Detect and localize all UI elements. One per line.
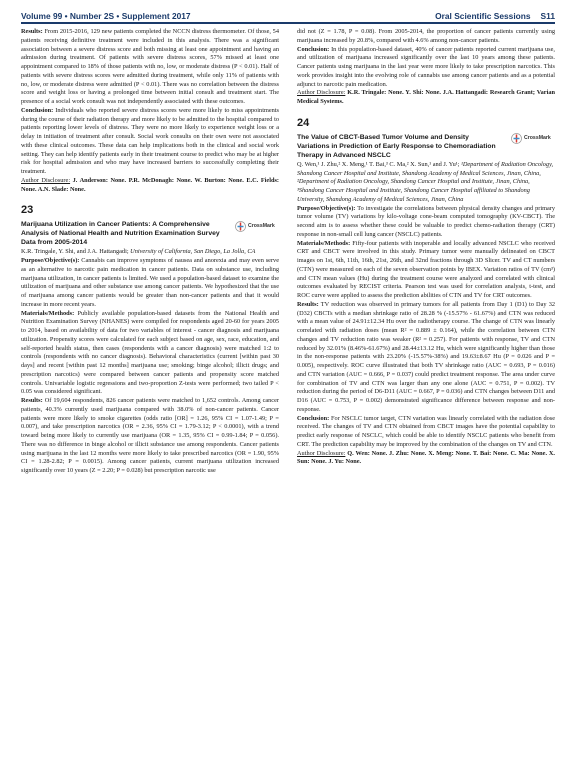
abstract-23-methods: Materials/Methods: Publicly available population-based datasets from the National Health and Nutrition Examination Survey (NHANES) were compiled for respondents aged 20-60 for years 2005 to 2014, based on availability of data for two variables of interest - cancer diagnosis and marijuana utilization. Propensity scores were calculated for each subject based on age, sex, race, education, and self-reported health status, then cases (respondents with a cancer diagnosis) were matched 1:2 to controls (respondents with no cancer diagnosis). Behavioral characteristics (current [within past 30 days] and recent [within past 12 months] marijuana use; smoking; binge alcohol; illicit drugs; and prescription narcotics) were compared between cancer patients and propensity score matched controls. Univariable logistic regressions and two-proportion Z-tests were performed; two tailed P < 0.05 was considered significant. xyxy=(21,309,279,396)
crossmark-icon xyxy=(235,221,246,232)
abstract-24-header xyxy=(297,133,555,160)
header-rule xyxy=(21,22,555,24)
abstract-24-methods: Materials/Methods: Fifty-four patients with inoperable and locally advanced NSCLC who received CRT and CBCT were involved in this study. Primary tumor were manually delineated on CBCT images on 1st, 6th, 11th, 16th, 21st, 26th, and 32nd fractions through 3D Slicer. TV and CT numbers (CTN) were measured on each of the seven observation points by IBEX. Variation ratios of TV (cm³) and CTN mean values (Hu) during the treatment course were analyzed and correlated with clinical outcomes evaluated by RECIST criteria. Pearson test was used for correlation analysis, t-test, and ROC curve were applied to assess the prediction abilities of CTN and TV for CRT outcomes. xyxy=(297,239,556,299)
crossmark-badge[interactable]: CrossMark xyxy=(511,133,555,145)
abstract-number-24: 24 xyxy=(297,116,310,129)
abstract-23-results-cont: did not (Z = 1.78, P = 0.08). From 2005-2014, the proportion of cancer patients currently using marijuana increased by 20.8%, compared with 4.6% among non-cancer patients. xyxy=(297,28,555,44)
abstract-number-23: 23 xyxy=(21,204,34,217)
section-name: Oral Scientific Sessions xyxy=(435,11,531,21)
journal-issue: Volume 99 • Number 2S • Supplement 2017 xyxy=(21,11,191,21)
prev-results: Results: From 2015-2016, 129 new patients completed the NCCN distress thermometer. Of those, 54 patients receiving definitive treatment were included in this analysis. There was a significant association between a severe distress score and both missing at least one appointment and having an admission during treatment. Of patients with severe distress scores, 57% missed at least one appointment compared to 18% of those patients with no, low, or moderate distress (P < 0.01). Half of patients with severe distress scores were admitted during treatment, while only 11% of patients with no, low, or moderate distress were admitted (P < 0.01). There was no correlation between the distress score and weight loss or having a prolonged time between initial consult and treatment start. The presence of a social work consult was not independently associated with these outcomes. xyxy=(21,28,279,105)
abstract-23-disclosure: Author Disclosure: K.R. Tringale: None. Y. Shi: None. J.A. Hattangadi: Research Grant; Varian Medical Systems. xyxy=(297,89,556,105)
abstract-24-conclusion: Conclusion: For NSCLC tumor target, CTN variation was linearly correlated with the radiation dose received. The changes of TV and CTN obtained from CBCT images have the potential capability to predict early response of NSCLC, which could be able to identify NSCLC patients who benefit from CRT. The prediction capability may be improved by the combination of the changes on TV and CTN. xyxy=(297,414,555,448)
issue-number: Number 2S xyxy=(69,11,115,21)
abstract-23-header xyxy=(21,220,279,247)
abstract-24-authors: Q. Wen,¹ J. Zhu,² X. Meng,¹ T. Bai,³ C. Ma,² X. Sun,¹ and J. Yu¹; ¹Department of Radiation Oncology, Shandong Cancer Hospital and Institute, Shandong Academy of Medical Sciences, Jinan, China, ²Department of Radiation Oncology, Shandong Cancer Hospital and Institute, Jinan, China, ³Shandong Cancer Hospital and Institute, Shandong Cancer Hospital affiliated to Shandong University, Shandong Academy of Medical Sciences, Jinan, China xyxy=(297,160,554,203)
abstract-24-title: The Value of CBCT-Based Tumor Volume and Density Variations in Prediction of Early Response to Chemoradiation Therapy in Advanced NSCLC xyxy=(297,133,496,159)
abstract-24-disclosure: Author Disclosure: Q. Wen: None. J. Zhu: None. X. Meng: None. T. Bai: None. C. Ma: None. X. Sun: None. J. Yu: None. xyxy=(297,449,555,466)
volume: Volume 99 xyxy=(21,11,63,21)
abstract-23-title: Marijuana Utilization in Cancer Patients: A Comprehensive Analysis of National Health and Nutrition Examination Survey Data from 2005-2014 xyxy=(21,221,220,247)
abstract-23-conclusion: Conclusion: In this population-based dataset, 40% of cancer patients reported current marijuana use, and utilization of marijuana increased significantly over the last 10 years among these patients. Cancer patients using marijuana in the last year were more likely to take prescription narcotics. This work provides insight into the evolving role of cannabis use among cancer patients and as a potential adjunct to narcotic pain medication. xyxy=(297,45,555,88)
supplement: Supplement 2017 xyxy=(121,11,191,21)
prev-disclosure: Author Disclosure: J. Anderson: None. P.R. McDonagh: None. W. Burton: None. E.C. Fields: None. A.N. Slade: None. xyxy=(21,176,280,193)
prev-conclusion: Conclusion: Individuals who reported severe distress scores were more likely to miss appointments during the course of their radiation therapy and more likely to be admitted to the hospital compared to patients reporting lower levels of distress. They were no more likely to experience weight loss or a delay in initiation of treatment after consult. Social work consults on their own were not associated with these clinical outcomes. These data can help implications both in the clinical and social work setting. They can help identify patients early in their treatment course to predict who may be at higher risk for hospital admission and who may have increased barriers to successfully completing their treatment. xyxy=(21,106,279,175)
page-number: S11 xyxy=(540,11,555,21)
right-column xyxy=(297,28,555,467)
crossmark-icon xyxy=(511,133,522,144)
abstract-24-purpose: Purpose/Objective(s): To investigate the correlations between physical density changes and primary tumor volume (TV) variations by kilo-voltage cone-beam computed tomography (KV-CBCT). The second aim is to assess whether these could be valuable to predict chemo-radiation therapy (CRT) response in non-small cell lung cancer (NSCLC) patients. xyxy=(297,204,556,238)
abstract-23-purpose: Purpose/Objective(s): Cannabis can improve symptoms of nausea and anorexia and may even serve as an alternative to narcotic pain medication in cancer patients. Data on substance use, including marijuana utilization, in cancer patients is limited. We used a population-based dataset to examine the utilization of marijuana and other substance use among cancer patients. We hypothesized that the use of marijuana among cancer patients would be greater than non-cancer patients and that it would increase in more recent years. xyxy=(21,257,279,308)
abstract-23-results: Results: Of 19,604 respondents, 826 cancer patients were matched to 1,652 controls. Among cancer patients, 40.3% currently used marijuana compared with 38.0% of non-cancer patients. Cancer patients were more likely to smoke cigarettes (odds ratio [OR] = 1.26, 95% CI = 1.07-1.49; P = 0.007), and take prescription narcotics (OR = 2.36, 95% CI = 1.79-3.12; P < 0.0001), with a trend toward being more likely to currently use marijuana (OR = 1.35, 95% CI = 0.99-1.84; P = 0.056). There was no difference in binge alcohol or illicit substance use among respondents. Cancer patients using marijuana in the last 12 months were more likely to take prescribed narcotics (OR = 1.90, 95% CI = 1.28-2.82; P = 0.0015). Among cancer patients, current marijuana utilization increased significantly over 10 years (Z = 2.20; P = 0.028) but prescription narcotic use xyxy=(21,397,279,474)
crossmark-badge[interactable]: CrossMark xyxy=(235,220,279,232)
abstract-24-results: Results: TV reduction was observed in primary tumors for all patients from Day 1 (D1) to Day 32 (D32) CBCTs with a median shrinkage ratio of 28.28 % (-15.57% - 61.67%) and CTN was reduced with a mean value of 24.91±12.34 Hu over the radiotherapy course. The change of CTN was linearly correlated with radiation doses (mean R² = 0.889 ± 0.164), while the correlation between CTN changes and TV reduction ratio was weaker (R² = 0.257). For patients with response, TV and CTN reduced by 32.01% (8.46%-61.67%) and 28.44±13.12 Hu, which were significantly higher than those in the non-response patients with 23.20% (-15.57%-38%) and 19.63±8.67 Hu (P = 0.026 and P = 0.005), respectively. ROC curve illustrated that both TV shrinkage ratio (AUC = 0.693, P = 0.016) and CTN variation (AUC = 0.666, P = 0.037) could predict treatment response. The area under curve for combination of TV and CTN was larger than any one alone (AUC = 0.751, P = 0.002). TV reduction during the period of D6-D11 (AUC = 0.667, P = 0.036) and CTN changes between D11 and D16 (AUC = 0.753, P = 0.002) demonstrated significance difference between response and non-response. xyxy=(297,300,555,413)
abstract-23-authors: K.R. Tringale, Y. Shi, and J.A. Hattangadi; University of California, San Diego, La Jolla, CA xyxy=(21,248,256,256)
left-column xyxy=(21,28,279,476)
section-and-page xyxy=(435,11,555,21)
